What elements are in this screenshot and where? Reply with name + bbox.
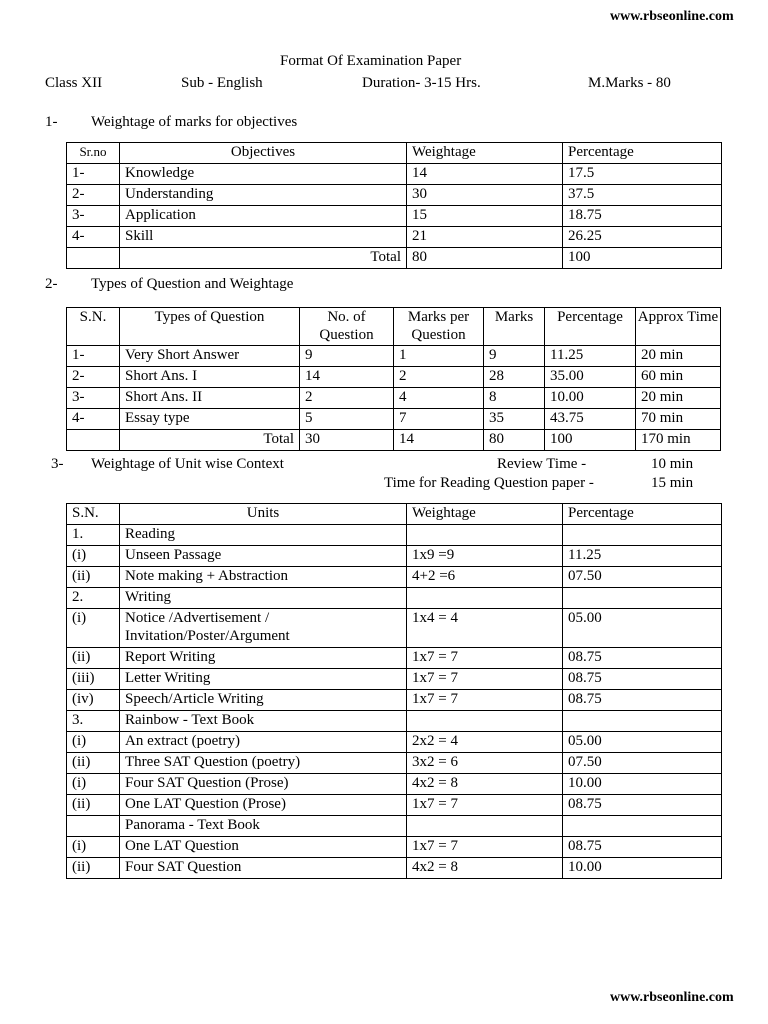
cell: 05.00: [563, 609, 722, 648]
cell: Essay type: [120, 409, 300, 430]
table-row: [67, 669, 722, 690]
cell: 170 min: [636, 430, 721, 451]
cell: 100: [563, 248, 722, 269]
cell: 9: [300, 346, 394, 367]
header-cell: Marks: [484, 308, 545, 346]
cell: 3-: [67, 388, 120, 409]
cell: 2-: [67, 185, 120, 206]
cell: [407, 588, 563, 609]
cell: 28: [484, 367, 545, 388]
cell: [67, 430, 120, 451]
table-header-row: [67, 143, 722, 164]
section3-number: 3-: [51, 456, 64, 472]
cell: Four SAT Question: [120, 858, 407, 879]
cell: Reading: [120, 525, 407, 546]
table-row: [67, 588, 722, 609]
cell: 1x7 = 7: [407, 648, 563, 669]
cell: 14: [394, 430, 484, 451]
cell: 2: [300, 388, 394, 409]
meta-marks: M.Marks - 80: [588, 75, 671, 91]
cell: 100: [545, 430, 636, 451]
cell: 3x2 = 6: [407, 753, 563, 774]
cell: Panorama - Text Book: [120, 816, 407, 837]
cell: 07.50: [563, 567, 722, 588]
cell: 7: [394, 409, 484, 430]
footer-url: www.rbseonline.com: [610, 990, 734, 1005]
cell: 43.75: [545, 409, 636, 430]
cell: (iv): [67, 690, 120, 711]
header-cell: Sr.no: [67, 143, 120, 164]
cell: [67, 816, 120, 837]
cell: [563, 816, 722, 837]
section2-number: 2-: [45, 276, 58, 292]
header-cell: Marks per Question: [394, 308, 484, 346]
cell: Rainbow - Text Book: [120, 711, 407, 732]
cell: 1: [394, 346, 484, 367]
meta-duration: Duration- 3-15 Hrs.: [362, 75, 481, 91]
cell: Application: [120, 206, 407, 227]
cell: 4-: [67, 227, 120, 248]
header-cell: Units: [120, 504, 407, 525]
total-label: Total: [120, 430, 300, 451]
cell: 1x7 = 7: [407, 795, 563, 816]
cell: [407, 816, 563, 837]
cell: 14: [407, 164, 563, 185]
cell: Four SAT Question (Prose): [120, 774, 407, 795]
table-row: [67, 648, 722, 669]
table-header-row: [67, 504, 722, 525]
table-row: [67, 774, 722, 795]
cell: Understanding: [120, 185, 407, 206]
cell: 08.75: [563, 795, 722, 816]
cell: Letter Writing: [120, 669, 407, 690]
total-row: [67, 430, 721, 451]
section2-title: Types of Question and Weightage: [91, 276, 294, 292]
table-row: [67, 753, 722, 774]
table-row: [67, 567, 722, 588]
cell: 1x4 = 4: [407, 609, 563, 648]
cell: 08.75: [563, 648, 722, 669]
cell: [407, 711, 563, 732]
cell: (ii): [67, 648, 120, 669]
cell: 18.75: [563, 206, 722, 227]
cell: 08.75: [563, 669, 722, 690]
cell: [407, 525, 563, 546]
cell: Writing: [120, 588, 407, 609]
cell: [563, 711, 722, 732]
table-row: [67, 609, 722, 648]
table-row: [67, 367, 721, 388]
cell: 21: [407, 227, 563, 248]
cell: Note making + Abstraction: [120, 567, 407, 588]
table-row: [67, 525, 722, 546]
cell: (i): [67, 732, 120, 753]
cell: Notice /Advertisement / Invitation/Poster/Argument: [120, 609, 407, 648]
table-row: [67, 185, 722, 206]
cell: An extract (poetry): [120, 732, 407, 753]
cell: Very Short Answer: [120, 346, 300, 367]
header-cell: Objectives: [120, 143, 407, 164]
cell: Unseen Passage: [120, 546, 407, 567]
cell: [563, 588, 722, 609]
header-cell: Weightage: [407, 504, 563, 525]
question-types-table: [66, 307, 721, 451]
reading-time-label: Time for Reading Question paper -: [384, 475, 594, 491]
table-row: [67, 346, 721, 367]
header-url: www.rbseonline.com: [610, 9, 734, 24]
meta-class: Class XII: [45, 75, 103, 91]
cell: Short Ans. I: [120, 367, 300, 388]
cell: [563, 525, 722, 546]
cell: 10.00: [563, 858, 722, 879]
cell: 3-: [67, 206, 120, 227]
table-row: [67, 388, 721, 409]
header-cell: Approx Time: [636, 308, 721, 346]
unit-weightage-table: [66, 503, 722, 879]
cell: (i): [67, 774, 120, 795]
cell: 10.00: [545, 388, 636, 409]
header-cell: S.N.: [67, 308, 120, 346]
table-row: [67, 227, 722, 248]
cell: 15: [407, 206, 563, 227]
cell: (ii): [67, 753, 120, 774]
header-cell: Types of Question: [120, 308, 300, 346]
table-row: [67, 206, 722, 227]
table-header-row: [67, 308, 721, 346]
cell: 1x9 =9: [407, 546, 563, 567]
cell: 35.00: [545, 367, 636, 388]
cell: 4: [394, 388, 484, 409]
review-time-label: Review Time -: [497, 456, 587, 472]
table-row: [67, 816, 722, 837]
cell: 4-: [67, 409, 120, 430]
header-cell: Weightage: [407, 143, 563, 164]
cell: 30: [300, 430, 394, 451]
header-cell: No. of Question: [300, 308, 394, 346]
cell: 2x2 = 4: [407, 732, 563, 753]
cell: Knowledge: [120, 164, 407, 185]
cell: (ii): [67, 858, 120, 879]
cell: Short Ans. II: [120, 388, 300, 409]
cell: (i): [67, 609, 120, 648]
cell: (i): [67, 837, 120, 858]
cell: 2.: [67, 588, 120, 609]
header-cell: Percentage: [563, 143, 722, 164]
table-row: [67, 546, 722, 567]
cell: 8: [484, 388, 545, 409]
cell: (ii): [67, 567, 120, 588]
cell: 05.00: [563, 732, 722, 753]
table-row: [67, 732, 722, 753]
cell: [67, 248, 120, 269]
cell: (ii): [67, 795, 120, 816]
cell: 37.5: [563, 185, 722, 206]
cell: 08.75: [563, 690, 722, 711]
table-row: [67, 164, 722, 185]
cell: 1x7 = 7: [407, 669, 563, 690]
table-row: [67, 795, 722, 816]
page-title: Format Of Examination Paper: [280, 53, 462, 69]
header-cell: Percentage: [563, 504, 722, 525]
cell: 4x2 = 8: [407, 774, 563, 795]
cell: 30: [407, 185, 563, 206]
cell: 4+2 =6: [407, 567, 563, 588]
table-row: [67, 858, 722, 879]
cell: 2-: [67, 367, 120, 388]
cell: 07.50: [563, 753, 722, 774]
cell: 1x7 = 7: [407, 690, 563, 711]
cell: Report Writing: [120, 648, 407, 669]
header-cell: S.N.: [67, 504, 120, 525]
table-row: [67, 409, 721, 430]
total-row: [67, 248, 722, 269]
cell: 1x7 = 7: [407, 837, 563, 858]
objectives-table: [66, 142, 722, 269]
table-row: [67, 711, 722, 732]
cell: 4x2 = 8: [407, 858, 563, 879]
cell: Three SAT Question (poetry): [120, 753, 407, 774]
cell: 35: [484, 409, 545, 430]
section3-title: Weightage of Unit wise Context: [91, 456, 284, 472]
cell: 80: [484, 430, 545, 451]
cell: 1-: [67, 346, 120, 367]
cell: 1.: [67, 525, 120, 546]
cell: 2: [394, 367, 484, 388]
cell: 11.25: [563, 546, 722, 567]
cell: 9: [484, 346, 545, 367]
cell: One LAT Question (Prose): [120, 795, 407, 816]
cell: 10.00: [563, 774, 722, 795]
cell: Speech/Article Writing: [120, 690, 407, 711]
cell: 5: [300, 409, 394, 430]
cell: (i): [67, 546, 120, 567]
cell: Skill: [120, 227, 407, 248]
cell: 20 min: [636, 388, 721, 409]
review-time-value: 10 min: [651, 456, 694, 472]
cell: 17.5: [563, 164, 722, 185]
cell: 11.25: [545, 346, 636, 367]
cell: One LAT Question: [120, 837, 407, 858]
total-label: Total: [120, 248, 407, 269]
table-row: [67, 837, 722, 858]
reading-time-value: 15 min: [651, 475, 694, 491]
header-cell: Percentage: [545, 308, 636, 346]
cell: 3.: [67, 711, 120, 732]
cell: 60 min: [636, 367, 721, 388]
section1-title: Weightage of marks for objectives: [91, 114, 298, 130]
meta-subject: Sub - English: [181, 75, 263, 91]
cell: 1-: [67, 164, 120, 185]
table-row: [67, 690, 722, 711]
cell: 20 min: [636, 346, 721, 367]
cell: 14: [300, 367, 394, 388]
section1-number: 1-: [45, 114, 58, 130]
cell: 26.25: [563, 227, 722, 248]
cell: 80: [407, 248, 563, 269]
cell: 70 min: [636, 409, 721, 430]
cell: 08.75: [563, 837, 722, 858]
cell: (iii): [67, 669, 120, 690]
